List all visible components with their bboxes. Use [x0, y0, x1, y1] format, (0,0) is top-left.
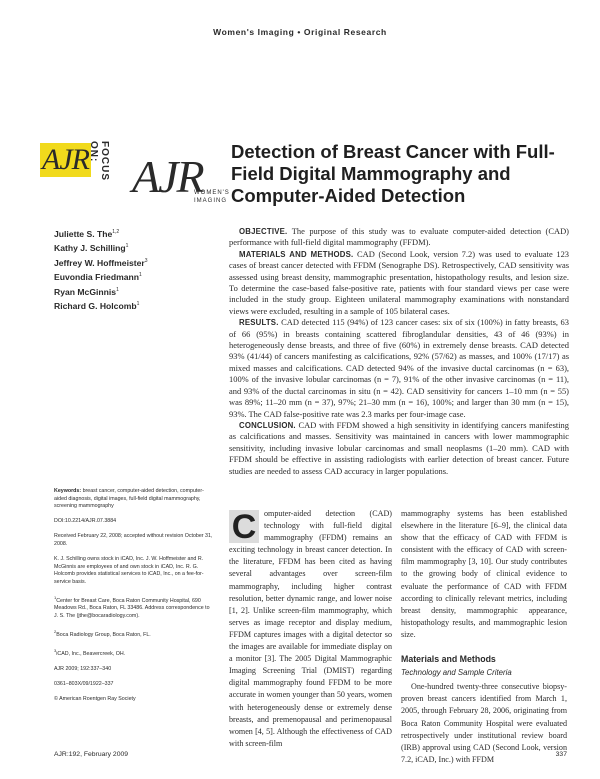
drop-cap: C	[229, 510, 259, 543]
citation: AJR 2009; 192:337–340	[54, 665, 112, 672]
keywords: Keywords: breast cancer, computer-aided detection, computer-aided diagnosis, digital images, full-field digital mammography, screening mammography	[54, 488, 204, 510]
author: Richard G. Holcomb$^1$	[54, 301, 140, 312]
article-sidebar	[54, 488, 214, 711]
abstract-results: RESULTS. CAD detected 115 (94%) of 123 cancer cases: six of six (100%) in fatty breasts, 63 of 66 (95%) in breasts containing scattered fibroglandular densities, 43 of 46 (93%) in heterogeneously dense breasts, and three of five (60%) in extremely dense breasts. CAD detected 93% (41/44) of cancers manifesting as calcifications, 92% (57/62) as masses, and 100% (17/17) as mixed masses and calcifications. CAD detected 94% of the invasive ductal carcinomas (n = 63), 100% of the invasive lobular carcinomas (n = 7), 91% of the other invasive carcinomas (n = 11), and 93% of the ductal carcinomas in situ (n = 42). CAD sensitivity for cancers 1–10 mm (n = 55) was 89%; 11–20 mm (n = 37), 97%; 21–30 mm (n = 16), 100%; and larger than 30 mm (n = 15), 93%. The CAD false-positive rate was 2.3 marks per four-image case.	[229, 317, 569, 419]
copyright: © American Roentgen Ray Society	[54, 695, 136, 702]
affiliation-2: $^2$Boca Radiology Group, Boca Raton, FL.	[54, 628, 151, 638]
technology-subheading: Technology and Sample Criteria	[401, 668, 512, 678]
issn: 0361–803X/09/1922–337	[54, 680, 114, 687]
intro-paragraph-continued: mammography systems has been established elsewhere in the literature [6–9], the clinical data show that the efficacy of CAD with FFDM is consistent with the efficacy of CAD with screen-film mammography [3, 10]. Our study contributes to the growing body of clinical evidence to evaluate the performance of CAD with FFDM according to clinically relevant metrics, including breast density, mammographic appearance, histopathology results, and mammographic lesion size.	[401, 509, 567, 639]
author: Kathy J. Schilling$^1$	[54, 243, 129, 254]
ajr-focus-on-logo	[40, 141, 110, 203]
author-list	[54, 226, 219, 313]
materials-methods-heading: Materials and Methods	[401, 654, 496, 665]
doi: DOI:10.2214/AJR.07.3884	[54, 518, 117, 525]
article-title: Detection of Breast Cancer with Full-Field Digital Mammography and Computer-Aided Detection	[231, 141, 555, 206]
focus-on-label: FOCUS ON:	[88, 141, 110, 181]
disclosure: K. J. Schilling owns stock in iCAD, Inc. J. W. Hoffmeister and R. McGinnis are employees of and own stock in iCAD, Inc. R. G. Holcomb provides statistical services to iCAD, Inc., on a fee-for-service basis.	[54, 556, 204, 585]
affiliation-1: $^1$Center for Breast Care, Boca Raton Community Hospital, 690 Meadows Rd., Boca Raton, FL 33486. Address correspondence to J. S. The (jthe@bocaradiology.com).	[54, 594, 210, 619]
abstract-methods: MATERIALS AND METHODS. CAD (Second Look, version 7.2) was used to evaluate 123 cases of breast cancer detected with FFDM (Senographe DS). Retrospectively, CAD sensitivity was assessed using breast density, mammographic presentation, histopathology results, and lesion size. To determine the case-based false-positive rate, patients with four standard views per case were included in the study group. Eighteen unilateral mammography examinations with nonstandard views were excluded, resulting in a sample of 105 bilateral cases.	[229, 248, 570, 316]
intro-paragraph: C omputer-aided detection (CAD) technology with full-field digital mammography (FFDM) remains an exciting technology in breast cancer detection. In the literature, FFDM has been cited as having several advantages over screen-film mammography, including higher contrast resolution, better dynamic range, and lower noise [1, 2]. Unlike screen-film mammography, which serves as image receptor and display medium, FFDM captures images with a digital detector so the images are available for immediate display on a monitor [3]. The 2005 Digital Mammographic Imaging Screening Trial (DMIST) regarding digital mammography found FFDM to be more accurate in women younger than 50 years, women with heterogeneously dense or extremely dense breasts, and premenopausal and perimenopausal women [4, 5]. Although the effectiveness of CAD with screen-film	[229, 508, 392, 748]
author: Euvondia Friedmann$^1$	[54, 272, 142, 283]
abstract	[229, 226, 569, 477]
methods-paragraph: One-hundred twenty-three consecutive biopsy-proven breast cancers identified from March 1, 2005, through February 28, 2006, originating from Boca Raton Community Hospital were evaluated retrospectively under institutional review board (IRB) approval using CAD (Second Look, version 7.2, iCAD, Inc.) with FFDM	[401, 682, 567, 764]
affiliation-3: $^3$iCAD, Inc., Beavercreek, OH.	[54, 647, 126, 657]
body-column-1	[229, 508, 392, 750]
received-date: Received February 22, 2008; accepted without revision October 31, 2008.	[54, 533, 213, 547]
ajr-womens-imaging-logo	[132, 151, 230, 213]
ajr-logo-text: AJR	[132, 151, 203, 202]
author: Juliette S. The$^{1,2}$	[54, 228, 120, 239]
author: Ryan McGinnis$^1$	[54, 286, 119, 297]
abstract-objective: OBJECTIVE. The purpose of this study was to evaluate computer-aided detection (CAD) performance with full-field digital mammography (FFDM).	[229, 226, 569, 248]
page-number: 337	[555, 751, 567, 758]
section-header: Women's Imaging • Original Research	[213, 27, 387, 37]
ajr-yellow-logo-text: AJR	[42, 143, 89, 176]
footer-journal: AJR:192, February 2009	[54, 751, 129, 758]
body-column-2	[401, 508, 567, 766]
author: Jeffrey W. Hoffmeister$^3$	[54, 257, 148, 268]
womens-imaging-label: WOMEN'S IMAGING	[194, 190, 230, 204]
abstract-conclusion: CONCLUSION. CAD with FFDM showed a high sensitivity in identifying cancers manifesting as calcifications and masses. Sensitivity was maintained in cancers with lower mammographic sensitivity, including invasive lobular carcinomas and small neoplasms (1–20 mm). CAD with FFDM should be effective in assisting radiologists with earlier detection of breast cancer. Future studies are needed to assess CAD accuracy in larger populations.	[229, 419, 569, 476]
